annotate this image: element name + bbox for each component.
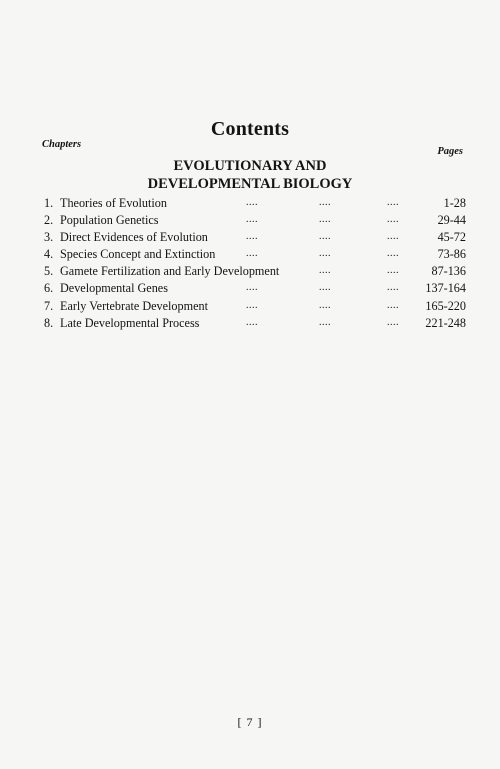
entry-number: 7.: [44, 298, 54, 313]
leader-dots: ....: [246, 282, 258, 294]
page-number: [ 7 ]: [237, 715, 263, 729]
toc-entry: [44, 263, 466, 280]
entry-title: Gamete Fertilization and Early Development: [60, 264, 280, 279]
leader-dots: ....: [387, 265, 399, 277]
leader-dots: ....: [387, 299, 399, 311]
leader-dots: ....: [387, 282, 399, 294]
toc-entry: [44, 298, 466, 315]
entry-pages: 87-136: [431, 264, 466, 279]
leader-dots: ....: [387, 214, 399, 226]
entry-number: 2.: [44, 213, 54, 228]
toc-entry: [44, 229, 466, 246]
entry-title: Direct Evidences of Evolution: [60, 230, 208, 245]
leader-dots: ....: [319, 316, 331, 328]
toc-entry: [44, 315, 466, 332]
entry-pages: 221-248: [425, 315, 466, 330]
leader-dots: ....: [246, 231, 258, 243]
toc-list: [44, 195, 466, 332]
leader-dots: ....: [319, 299, 331, 311]
leader-dots: ....: [387, 231, 399, 243]
toc-entry: [44, 195, 466, 212]
leader-dots: ....: [246, 299, 258, 311]
chapters-column-label: Chapters: [42, 139, 82, 150]
entry-number: 8.: [44, 315, 54, 330]
page-title: Contents: [210, 118, 290, 140]
leader-dots: ....: [246, 316, 258, 328]
leader-dots: ....: [246, 248, 258, 260]
pages-column-label: Pages: [437, 146, 463, 157]
leader-dots: ....: [319, 265, 331, 277]
entry-title: Population Genetics: [60, 213, 159, 228]
entry-title: Late Developmental Process: [60, 315, 200, 330]
entry-number: 5.: [44, 264, 54, 279]
leader-dots: ....: [246, 214, 258, 226]
section-title-line2: DEVELOPMENTAL BIOLOGY: [147, 176, 353, 192]
entry-number: 6.: [44, 281, 54, 296]
toc-entry: [44, 280, 466, 297]
leader-dots: ....: [387, 197, 399, 208]
entry-number: 3.: [44, 230, 54, 245]
entry-pages: 165-220: [425, 298, 466, 313]
leader-dots: ....: [319, 248, 331, 260]
leader-dots: ....: [387, 316, 399, 328]
leader-dots: ....: [246, 197, 258, 208]
entry-pages: 1-28: [443, 196, 466, 210]
entry-number: 1.: [44, 196, 54, 210]
entry-title: Developmental Genes: [60, 281, 168, 296]
entry-title: Species Concept and Extinction: [60, 247, 216, 262]
entry-pages: 45-72: [437, 230, 466, 245]
leader-dots: ....: [319, 231, 331, 243]
leader-dots: ....: [319, 197, 331, 208]
leader-dots: ....: [387, 248, 399, 260]
entry-title: Early Vertebrate Development: [60, 298, 208, 313]
leader-dots: ....: [319, 214, 331, 226]
toc-entry: [44, 212, 466, 229]
toc-entry: [44, 246, 466, 263]
entry-title: Theories of Evolution: [60, 196, 167, 210]
leader-dots: ....: [319, 282, 331, 294]
entry-number: 4.: [44, 247, 54, 262]
entry-pages: 29-44: [437, 213, 466, 228]
entry-pages: 73-86: [437, 247, 466, 262]
section-title-line1: EVOLUTIONARY AND: [173, 158, 327, 174]
entry-pages: 137-164: [425, 281, 466, 296]
